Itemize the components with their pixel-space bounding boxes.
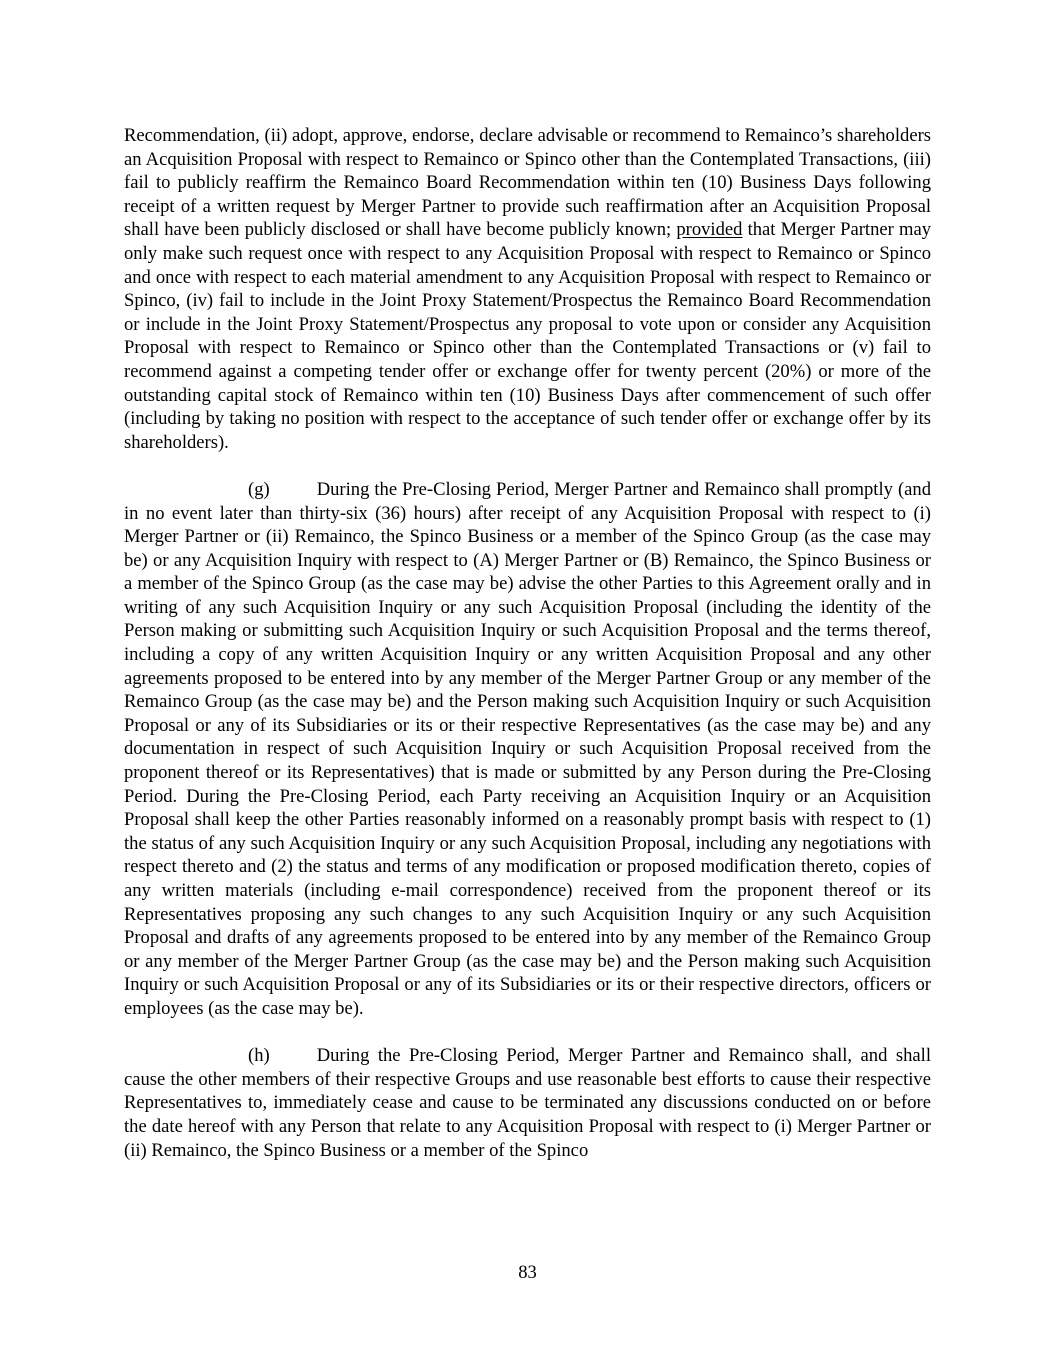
paragraph-g (124, 478, 931, 1021)
paragraph-g-label: (g) (248, 478, 270, 500)
paragraph-g-text: During the Pre-Closing Period, Merger Partner and Remainco shall promptly (and in no event later than thirty-six (36) hours) after receipt of any Acquisition Proposal with respect to (i) Merger Partner or (ii) Remainco, the Spinco Business or a member of the Spinco Group (as the case may be) or any Acquisition Inquiry with respect to (A) Merger Partner or (B) Remainco, the Spinco Business or a member of the Spinco Group (as the case may be) advise the other Parties to this Agreement orally and in writing of any such Acquisition Inquiry or any such Acquisition Proposal (including the identity of the Person making or submitting such Acquisition Inquiry or such Acquisition Proposal and the terms thereof, including a copy of any written Acquisition Inquiry or any written Acquisition Proposal and any other agreements proposed to be entered into by any member of the Merger Partner Group or any member of the Remainco Group (as the case may be) and the Person making such Acquisition Inquiry or such Acquisition Proposal or any of its Subsidiaries or its or their respective Representatives (as the case may be) and any documentation in respect of such Acquisition Inquiry or such Acquisition Proposal received from the proponent thereof or its Representatives) that is made or submitted by any Person during the Pre-Closing Period. During the Pre-Closing Period, each Party receiving an Acquisition Inquiry or an Acquisition Proposal shall keep the other Parties reasonably informed on a reasonably prompt basis with respect to (1) the status of any such Acquisition Inquiry or any such Acquisition Proposal, including any negotiations with respect thereto and (2) the status and terms of any modification or proposed modification thereto, copies of any written materials (including e-mail correspondence) received from the proponent thereof or its Representatives proposing any such changes to any such Acquisition Inquiry or any such Acquisition Proposal and drafts of any agreements proposed to be entered into by any member of the Remainco Group or any member of the Merger Partner Group (as the case may be) and the Person making such Acquisition Inquiry or such Acquisition Proposal or any of its Subsidiaries or its or their respective directors, officers or employees (as the case may be). (124, 478, 931, 1019)
paragraph-f-text-a: Recommendation, (ii) adopt, approve, endorse, declare advisable or recommend to Remainco’s shareholders an Acquisition Proposal with respect to Remainco or Spinco other than the Contemplated Transactions, (iii) fail to publicly reaffirm the Remainco Board Recommendation within ten (10) Business Days following receipt of a written request by Merger Partner to provide such reaffirmation after an Acquisition Proposal shall have been publicly disclosed or shall have become publicly known; (124, 125, 931, 241)
paragraph-f-text-b: that Merger Partner may only make such request once with respect to any Acquisition Proposal with respect to Remainco or Spinco and once with respect to each material amendment to any Acquisition Proposal with respect to Remainco or Spinco, (iv) fail to include in the Joint Proxy Statement/Prospectus the Remainco Board Recommendation or include in the Joint Proxy Statement/Prospectus any proposal to vote upon or consider any Acquisition Proposal with respect to Remainco or Spinco other than the Contemplated Transactions or (v) fail to recommend against a competing tender offer or exchange offer for twenty percent (20%) or more of the outstanding capital stock of Remainco within ten (10) Business Days after commencement of such offer (including by taking no position with respect to the acceptance of such tender offer or exchange offer by its shareholders). (124, 219, 932, 453)
paragraph-h-text: During the Pre-Closing Period, Merger Partner and Remainco shall, and shall cause the other members of their respective Groups and use reasonable best efforts to cause their respective Representatives to, immediately cease and cause to be terminated any discussions conducted on or before the date hereof with any Person that relate to any Acquisition Proposal with respect to (i) Merger Partner or (ii) Remainco, the Spinco Business or a member of the Spinco (124, 1045, 931, 1161)
paragraph-f-continuation (124, 124, 931, 454)
paragraph-h (124, 1044, 931, 1162)
provided-underlined-term: provided (676, 219, 743, 241)
document-page (124, 124, 931, 1162)
page-number: 83 (518, 1262, 537, 1283)
paragraph-h-label: (h) (248, 1045, 270, 1067)
